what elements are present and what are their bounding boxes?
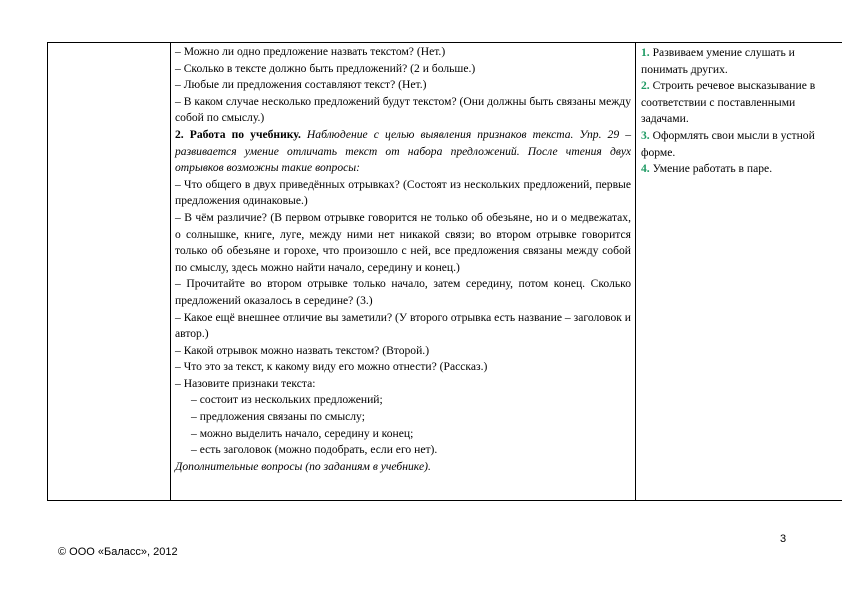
skill-item xyxy=(641,45,838,78)
section-2 xyxy=(175,127,631,177)
skill-item xyxy=(641,161,838,178)
question-line: – Какой отрывок можно назвать текстом? (Второй.) xyxy=(175,343,430,357)
skill-number: 1. xyxy=(641,46,650,59)
page-number: 3 xyxy=(780,533,787,545)
lesson-table xyxy=(47,42,842,501)
stage-cell xyxy=(48,43,171,501)
skill-text: Оформлять свои мысли в устной форме. xyxy=(641,128,815,159)
extra-questions: Дополнительные вопросы (по заданиям в учебнике). xyxy=(175,459,431,473)
text-feature: – состоит из нескольких предложений; xyxy=(191,393,383,407)
section-2-description: Наблюдение с целью выявления признаков текста. Упр. 29 – развивается умение отличать текст от набора предложений. После чтения двух отрывков возможны такие вопросы: xyxy=(175,127,631,175)
section-2-title: 2. Работа по учебнику. xyxy=(175,127,301,141)
skill-number: 4. xyxy=(641,162,650,176)
skill-text: Развиваем умение слушать и понимать других. xyxy=(641,46,795,76)
footer-copyright: © ООО «Баласс», 2012 xyxy=(58,546,178,558)
question-line: – Что общего в двух приведённых отрывках? (Состоят из нескольких предложений, первые предложения одинаковые.) xyxy=(175,177,631,208)
skills-cell xyxy=(636,43,842,501)
skill-item xyxy=(641,128,838,161)
dialogue-line: – Любые ли предложения составляют текст? (Нет.) xyxy=(175,78,427,92)
text-feature: – есть заголовок (можно подобрать, если его нет). xyxy=(191,443,438,457)
skill-number: 3. xyxy=(641,128,650,142)
dialogue-line: – Сколько в тексте должно быть предложений? (2 и больше.) xyxy=(175,61,476,75)
question-line: – В чём различие? (В первом отрывке говорится не только об обезьяне, но и о медвежатах, о солнышке, книге, луге, между ними нет никакой связи; во втором отрывке говорится только об обезьяне и горохе, что произошло с ней, все предложения связаны между собой по смыслу, здесь можно найти начало, середину и конец.) xyxy=(175,210,631,274)
lesson-content-cell xyxy=(171,43,636,501)
question-line: – Прочитайте во втором отрывке только начало, затем середину, потом конец. Сколько предложений оказалось в середине? (3.) xyxy=(175,277,631,307)
skill-item xyxy=(641,78,838,128)
table-row xyxy=(48,43,842,501)
dialogue-line: – Можно ли одно предложение назвать текстом? (Нет.) xyxy=(175,45,446,58)
skill-number: 2. xyxy=(641,79,650,93)
text-feature: – можно выделить начало, середину и конец; xyxy=(191,426,414,440)
question-line: – Назовите признаки текста: xyxy=(175,376,316,390)
question-line: – Что это за текст, к какому виду его можно отнести? (Рассказ.) xyxy=(175,360,488,374)
skill-text: Строить речевое высказывание в соответствии с поставленными задачами. xyxy=(641,79,816,126)
dialogue-line: – В каком случае несколько предложений будут текстом? (Они должны быть связаны между собой по смыслу.) xyxy=(175,94,631,125)
question-line: – Какое ещё внешнее отличие вы заметили? (У второго отрывка есть название – заголовок и автор.) xyxy=(175,310,631,341)
text-feature: – предложения связаны по смыслу; xyxy=(191,410,365,424)
skill-text: Умение работать в паре. xyxy=(652,162,773,176)
